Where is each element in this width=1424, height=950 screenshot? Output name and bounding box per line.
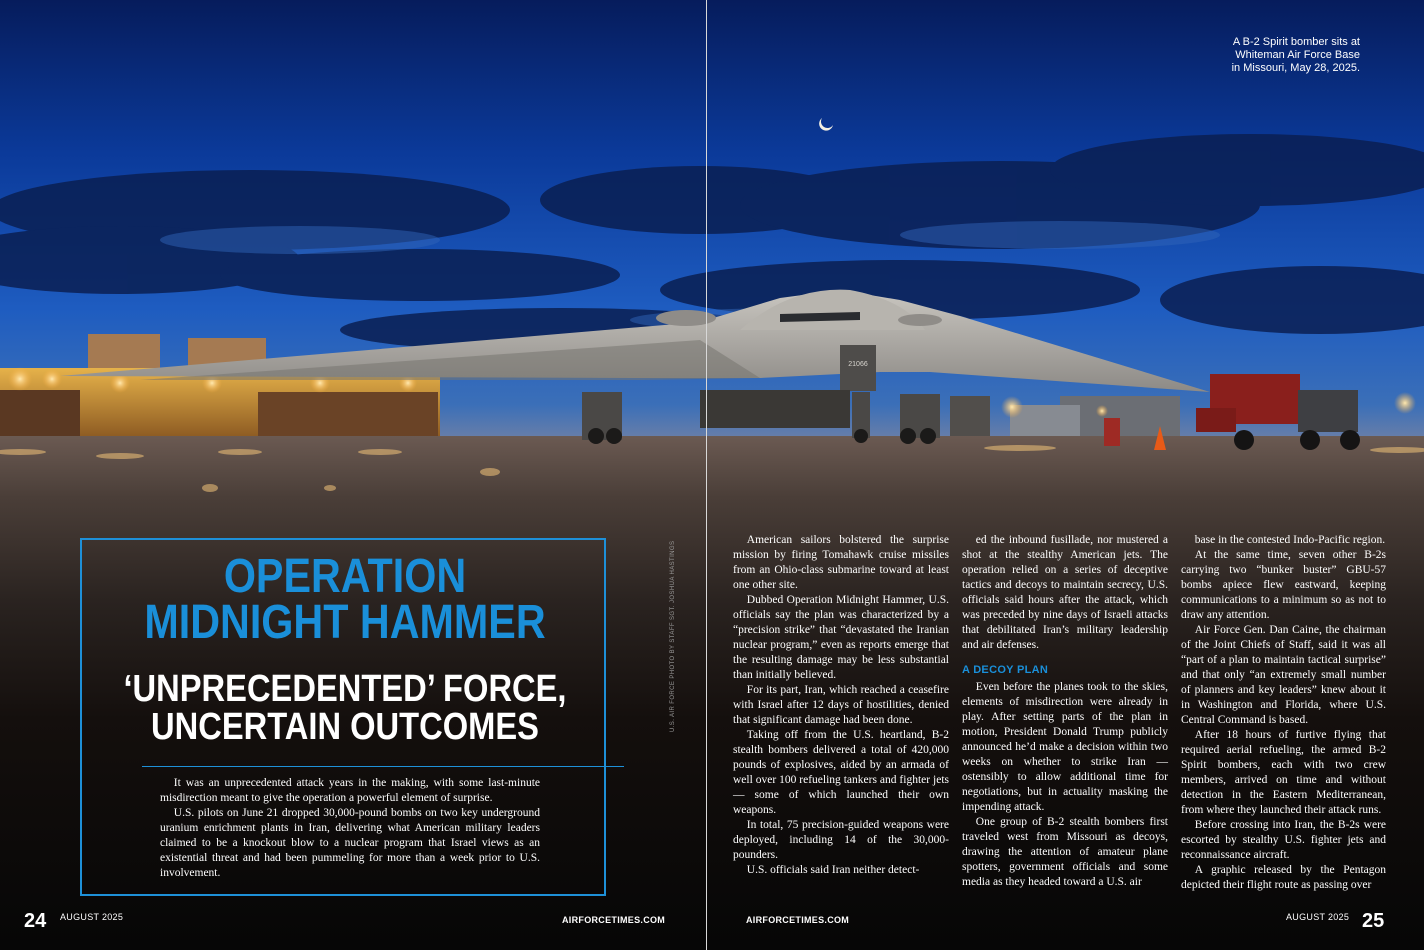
caption-line: in Missouri, May 28, 2025. (1231, 62, 1360, 74)
section-heading: A DECOY PLAN (962, 664, 1049, 676)
headline-line: OPERATION (223, 550, 467, 603)
page-number-left: 24 (24, 910, 47, 932)
paragraph: Dubbed Operation Midnight Hammer, U.S. officials say the plan was characterized by a “precision strike” that “devastated the Iranian nuclear program,” even as reports emerge that the resulting damage may be less substantial than initially believed. (733, 594, 949, 681)
site-url-right[interactable]: AIRFORCETIMES.COM (746, 915, 850, 925)
deck-rule (142, 766, 624, 767)
intro-paragraphs (160, 776, 540, 881)
article-column-3 (1181, 533, 1386, 893)
headline-line: MIDNIGHT HAMMER (144, 596, 546, 649)
red-equipment (1104, 418, 1120, 446)
column-2-top (962, 533, 1168, 653)
gutter-rule (706, 0, 707, 950)
article-column-1 (733, 533, 949, 878)
paragraph: One group of B-2 stealth bombers first traveled west from Missouri as decoys, drawing the attention of amateur plane spotters, government officials and some media as they headed toward a U.S. air (962, 816, 1168, 888)
paragraph: At the same time, seven other B-2s carrying two “bunker buster” GBU-57 bombs apiece flew eastward, keeping communications to a minimum so as not to draw any attention. (1181, 549, 1386, 621)
page-number-right: 25 (1362, 910, 1385, 932)
paragraph: U.S. officials said Iran neither detect- (746, 864, 920, 876)
paragraph: After 18 hours of furtive flying that required aerial refueling, the armed B-2 Spirit bombers, each with two crew members, arrived on time and without detection in the Eastern Mediterranean, from where they launched their attack runs. (1181, 729, 1386, 816)
issue-date-left: AUGUST 2025 (60, 912, 124, 922)
subhead-line: UNCERTAIN OUTCOMES (151, 706, 539, 748)
paragraph: American sailors bolstered the surprise mission by firing Tomahawk cruise missiles from an Ohio-class submarine toward at least one other site. (733, 534, 949, 591)
paragraph: base in the contested Indo-Pacific region. (1194, 534, 1386, 546)
paragraph: ed the inbound fusillade, nor mustered a shot at the stealthy American jets. The operation relied on a series of deceptive tactics and decoys to maintain secrecy, U.S. officials said hours after the attack, which was preceded by nine days of Israeli attacks that debilitated Iran’s military leadership and air defenses. (962, 534, 1168, 651)
paragraph: Taking off from the U.S. heartland, B-2 stealth bombers delivered a total of 420,000 pounds of explosives, aided by an armada of well over 100 refueling tankers and fighter jets — some of which launched their own weapons. (733, 729, 949, 816)
paragraph: Even before the planes took to the skies, elements of misdirection were already in play. After setting parts of the plan in motion, President Donald Trump publicly announced he’d make a decision within two weeks on whether to strike Iran — ostensibly to allow additional time for negotiations, but in actuality masking the impending attack. (962, 681, 1168, 813)
headline (119, 550, 571, 649)
tail-number: 21066 (848, 361, 868, 368)
paragraph: In total, 75 precision-guided weapons were deployed, including 14 of the 30,000-pounders. (733, 819, 949, 861)
paragraph: Air Force Gen. Dan Caine, the chairman of the Joint Chiefs of Staff, said it was all “part of a plan to maintain tactical surprise” and that only “an extremely small number of planners and key leaders” knew about it in Washington and Florida, where U.S. Central Command is based. (1181, 624, 1386, 726)
paragraph: A graphic released by the Pentagon depicted their flight route as passing over (1181, 864, 1386, 891)
caption-line: Whiteman Air Force Base (1235, 49, 1360, 61)
caption-line: A B-2 Spirit bomber sits at (1232, 36, 1360, 48)
paragraph: Before crossing into Iran, the B-2s were escorted by stealthy U.S. fighter jets and reconnaissance aircraft. (1181, 819, 1386, 861)
column-2-bottom (962, 680, 1168, 890)
subhead-line: ‘UNPRECEDENTED’ FORCE, (123, 668, 567, 710)
issue-date-right: AUGUST 2025 (1286, 912, 1350, 922)
paragraph: It was an unprecedented attack years in the making, with some last-minute misdirection meant to give the operation a powerful element of surprise. (160, 777, 540, 804)
photo-caption (1160, 36, 1360, 75)
paragraph: For its part, Iran, which reached a ceasefire with Israel after 12 days of hostilities, denied that significant damage had been done. (733, 684, 949, 726)
subhead (119, 670, 571, 746)
paragraph: U.S. pilots on June 21 dropped 30,000-pound bombs on two key underground uranium enrichment plants in Iran, delivering what American military leaders claimed to be a knockout blow to a nuclear program that Israel views as an existential threat and had been pummeling for more than a week prior to U.S. involvement. (160, 807, 540, 879)
article-column-2 (962, 533, 1168, 890)
photo-credit: U.S. AIR FORCE PHOTO BY STAFF SGT. JOSHUA HASTINGS (670, 540, 676, 732)
site-url-left[interactable]: AIRFORCETIMES.COM (562, 915, 666, 925)
